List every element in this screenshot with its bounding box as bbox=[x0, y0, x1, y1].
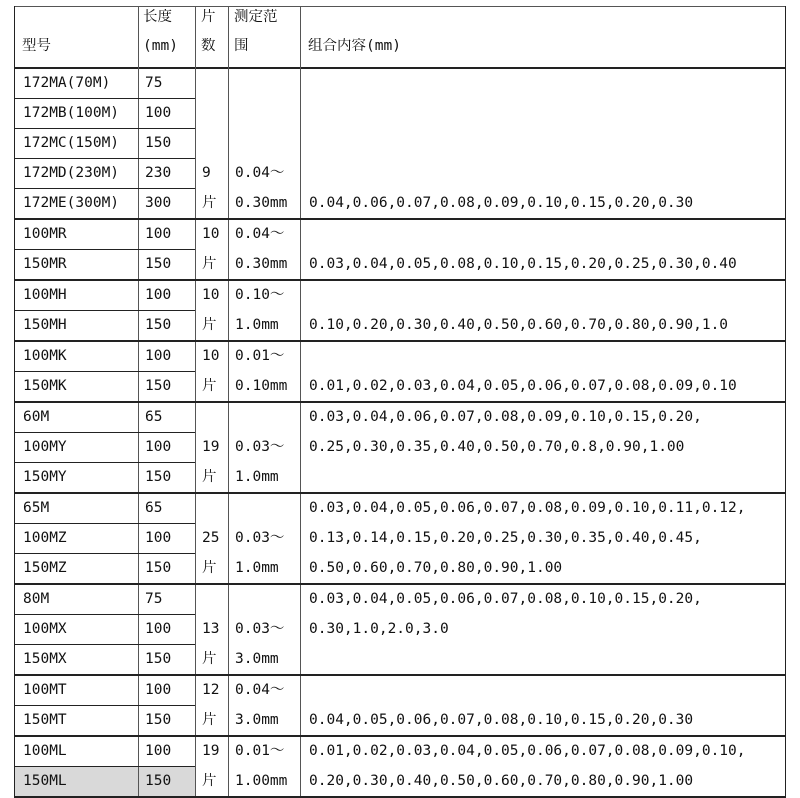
group-count: 10 bbox=[202, 348, 220, 364]
table-row-model: 150ML bbox=[15, 767, 138, 796]
table-row-model: 150MX bbox=[23, 651, 67, 667]
group-content-line: 0.30,1.0,2.0,3.0 bbox=[309, 621, 449, 637]
header-content: 组合内容(mm) bbox=[308, 38, 401, 54]
table-row-length: 100 bbox=[145, 743, 172, 759]
header-count-2: 数 bbox=[201, 38, 216, 54]
group-range: 0.01～ bbox=[235, 743, 285, 759]
table-row-length: 100 bbox=[145, 105, 172, 121]
table-row-model: 172MB(100M) bbox=[23, 105, 120, 121]
table-row-model: 100MY bbox=[23, 439, 67, 455]
column-border-5 bbox=[785, 6, 786, 798]
group-range: 0.04～ bbox=[235, 226, 285, 242]
group-count: 9 bbox=[202, 165, 211, 181]
table-row-length: 100 bbox=[145, 439, 172, 455]
table-row-length: 65 bbox=[145, 409, 163, 425]
table-row-length: 100 bbox=[145, 226, 172, 242]
table-row-length: 100 bbox=[145, 682, 172, 698]
group-range: 0.04～ bbox=[235, 682, 285, 698]
group-count-unit: 片 bbox=[202, 195, 217, 211]
table-row-length: 150 bbox=[139, 767, 195, 796]
table-row-model: 150MY bbox=[23, 469, 67, 485]
table-row-model: 65M bbox=[23, 500, 50, 516]
table-row-model: 100MZ bbox=[23, 530, 67, 546]
table-row-length: 230 bbox=[145, 165, 172, 181]
table-row-length: 150 bbox=[145, 317, 172, 333]
group-content-line: 0.10,0.20,0.30,0.40,0.50,0.60,0.70,0.80,0.90,1.0 bbox=[309, 317, 729, 333]
table-row-model: 172ME(300M) bbox=[23, 195, 120, 211]
table-row-length: 100 bbox=[145, 530, 172, 546]
table-row-model: 100MR bbox=[23, 226, 67, 242]
group-content-line: 0.20,0.30,0.40,0.50,0.60,0.70,0.80,0.90,1.00 bbox=[309, 773, 694, 789]
group-content-line: 0.01,0.02,0.03,0.04,0.05,0.06,0.07,0.08,0.09,0.10 bbox=[309, 378, 737, 394]
table-row-length: 75 bbox=[145, 591, 163, 607]
group-range-end: 1.0mm bbox=[235, 317, 279, 333]
group-range-end: 3.0mm bbox=[235, 651, 279, 667]
table-row-length: 150 bbox=[145, 651, 172, 667]
group-range: 0.03～ bbox=[235, 530, 285, 546]
table-row-model: 150MR bbox=[23, 256, 67, 272]
group-count-unit: 片 bbox=[202, 712, 217, 728]
group-range: 0.01～ bbox=[235, 348, 285, 364]
header-range-2: 围 bbox=[234, 38, 249, 54]
table-row-model: 100MK bbox=[23, 348, 67, 364]
table-top-border bbox=[14, 6, 785, 7]
group-content-line: 0.13,0.14,0.15,0.20,0.25,0.30,0.35,0.40,0.45, bbox=[309, 530, 702, 546]
group-content-line: 0.03,0.04,0.05,0.06,0.07,0.08,0.09,0.10,0.11,0.12, bbox=[309, 500, 746, 516]
table-row-model: 150MH bbox=[23, 317, 67, 333]
table-row-length: 150 bbox=[145, 378, 172, 394]
table-row-length: 100 bbox=[145, 348, 172, 364]
group-content-line: 0.03,0.04,0.05,0.06,0.07,0.08,0.10,0.15,0.20, bbox=[309, 591, 702, 607]
header-range-1: 测定范 bbox=[234, 9, 278, 25]
table-row-model: 100MX bbox=[23, 621, 67, 637]
group-count-unit: 片 bbox=[202, 469, 217, 485]
group-count-unit: 片 bbox=[202, 256, 217, 272]
table-row-model: 100MT bbox=[23, 682, 67, 698]
header-model: 型号 bbox=[22, 38, 51, 54]
group-count: 19 bbox=[202, 743, 220, 759]
group-range-end: 3.0mm bbox=[235, 712, 279, 728]
group-count: 12 bbox=[202, 682, 220, 698]
group-range-end: 1.0mm bbox=[235, 560, 279, 576]
table-row-length: 100 bbox=[145, 621, 172, 637]
table-row-model: 80M bbox=[23, 591, 50, 607]
table-row-length: 150 bbox=[145, 256, 172, 272]
group-range: 0.03～ bbox=[235, 621, 285, 637]
group-count: 25 bbox=[202, 530, 220, 546]
group-content-line: 0.25,0.30,0.35,0.40,0.50,0.70,0.8,0.90,1.00 bbox=[309, 439, 685, 455]
group-range-end: 1.0mm bbox=[235, 469, 279, 485]
group-count: 10 bbox=[202, 226, 220, 242]
group-range: 0.10～ bbox=[235, 287, 285, 303]
group-range: 0.03～ bbox=[235, 439, 285, 455]
group-range-end: 1.00mm bbox=[235, 773, 288, 789]
header-length-2: (mm) bbox=[143, 38, 178, 54]
group-range-end: 0.30mm bbox=[235, 256, 288, 272]
table-row-model: 60M bbox=[23, 409, 50, 425]
table-row-length: 75 bbox=[145, 75, 163, 91]
table-row-length: 150 bbox=[145, 712, 172, 728]
group-content-line: 0.03,0.04,0.05,0.08,0.10,0.15,0.20,0.25,0.30,0.40 bbox=[309, 256, 737, 272]
group-range-end: 0.10mm bbox=[235, 378, 288, 394]
table-row-length: 100 bbox=[145, 287, 172, 303]
table-row-model: 150MK bbox=[23, 378, 67, 394]
group-range: 0.04～ bbox=[235, 165, 285, 181]
group-count-unit: 片 bbox=[202, 651, 217, 667]
table-row-length: 150 bbox=[145, 469, 172, 485]
group-count-unit: 片 bbox=[202, 773, 217, 789]
group-count: 13 bbox=[202, 621, 220, 637]
table-row-model: 100ML bbox=[23, 743, 67, 759]
group-range-end: 0.30mm bbox=[235, 195, 288, 211]
table-row-model: 150MZ bbox=[23, 560, 67, 576]
table-row-model: 172MC(150M) bbox=[23, 135, 120, 151]
group-content-line: 0.04,0.06,0.07,0.08,0.09,0.10,0.15,0.20,0.30 bbox=[309, 195, 694, 211]
table-row-model: 172MD(230M) bbox=[23, 165, 120, 181]
group-content-line: 0.01,0.02,0.03,0.04,0.05,0.06,0.07,0.08,0.09,0.10, bbox=[309, 743, 746, 759]
group-content-line: 0.04,0.05,0.06,0.07,0.08,0.10,0.15,0.20,0.30 bbox=[309, 712, 694, 728]
header-count-1: 片 bbox=[201, 9, 216, 25]
table-row-length: 300 bbox=[145, 195, 172, 211]
table-row-length: 150 bbox=[145, 560, 172, 576]
group-content-line: 0.50,0.60,0.70,0.80,0.90,1.00 bbox=[309, 560, 563, 576]
table-row-model: 150MT bbox=[23, 712, 67, 728]
table-row-model: 172MA(70M) bbox=[23, 75, 111, 91]
table-row-length: 65 bbox=[145, 500, 163, 516]
group-content-line: 0.03,0.04,0.06,0.07,0.08,0.09,0.10,0.15,0.20, bbox=[309, 409, 702, 425]
group-count: 19 bbox=[202, 439, 220, 455]
table-row-length: 150 bbox=[145, 135, 172, 151]
group-count-unit: 片 bbox=[202, 378, 217, 394]
table-row-model: 100MH bbox=[23, 287, 67, 303]
group-count: 10 bbox=[202, 287, 220, 303]
group-count-unit: 片 bbox=[202, 560, 217, 576]
group-count-unit: 片 bbox=[202, 317, 217, 333]
header-length-1: 长度 bbox=[143, 9, 172, 25]
